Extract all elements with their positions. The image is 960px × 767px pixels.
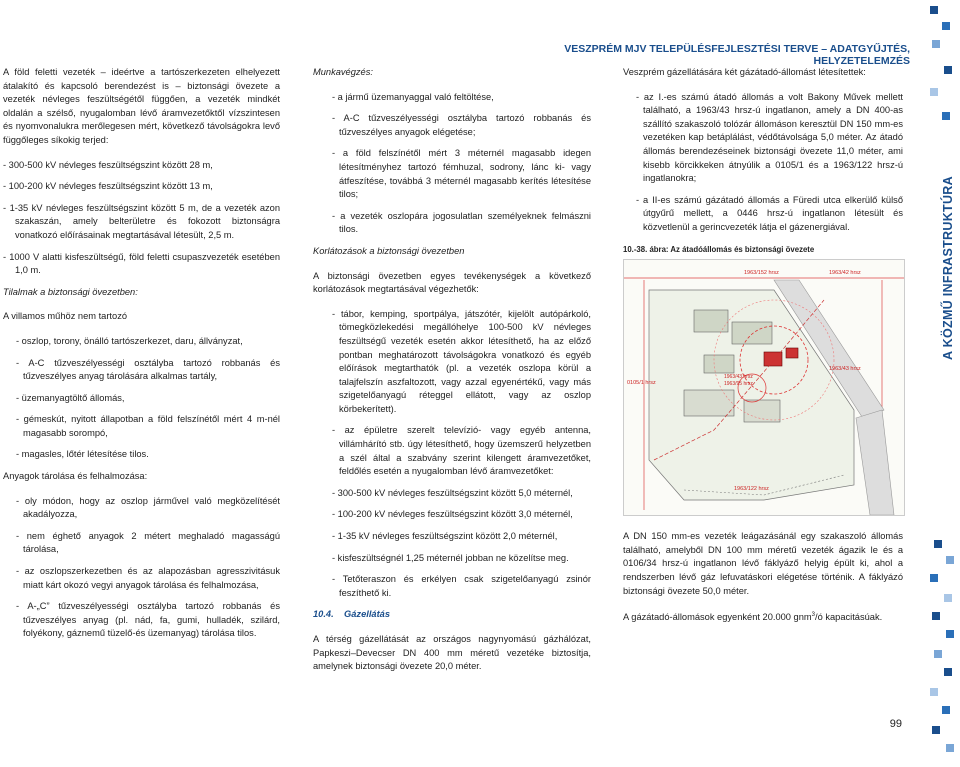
site-plan-map bbox=[623, 259, 905, 516]
antenna-distance-list bbox=[313, 487, 591, 601]
capacity-paragraph bbox=[623, 609, 903, 625]
list-item: - magasles, lőtér létesítése tilos. bbox=[16, 449, 149, 460]
restrictions-list bbox=[313, 308, 591, 479]
map-label: 1963/43 hrsz bbox=[724, 374, 753, 381]
overhead-line-intro: A föld feletti vezeték – ideértve a tartószerkezeten elhelyezett átalakító és kapcsoló berendezést is – biztonsági övezete a vezeték névleges feszültségétől függően, a vezeték mindkét oldalán a szélső, nyugalomban lévő áramvezetőktől vízszintesen és nyomvonalukra merőlegesen mért, következő távolságokra levő függőleges síkokig terjed: bbox=[3, 67, 280, 145]
list-item: - gémeskút, nyitott állapotban a föld felszínétől mért 4 m-nél magasabb sorompó, bbox=[16, 414, 280, 438]
list-item: - oly módon, hogy az oszlop járművel való megközelítését akadályozza, bbox=[16, 495, 280, 520]
list-item: - A-C tűzveszélyességi osztályba tartozó robbanás és tűzveszélyes anyagok elégetése; bbox=[332, 113, 591, 137]
list-item: - A-C tűzveszélyességi osztályba tartozó robbanás és tűzveszélyes anyag tárolására alkalmas tartály, bbox=[16, 357, 280, 382]
section-heading bbox=[313, 608, 591, 622]
work-heading: Munkavégzés: bbox=[313, 67, 373, 77]
restrictions-intro: A biztonsági övezetben egyes tevékenységek a következő korlátozások megtartásával végezhetők: bbox=[313, 270, 591, 295]
list-item: - az I.-es számú átadó állomás a volt Bakony Művek mellett található, a 1963/43 hrsz-ú ingatlanon, amely a DN 400-as szállító szakaszoló tolózár állomáson keresztül DN 150 mm-es vezetéken kap betáplálást, védőtávolsága 5,0 méter. Az átadó állomás berendezéseinek biztonsági övezete 11,0 méter, ami kisebb körcikkeken átnyúlik a 0105/1 és a 1963/122 hrsz-ú ingatlanokra; bbox=[636, 91, 903, 184]
list-item: - 100-200 kV névleges feszültségszint között 3,0 méternél, bbox=[332, 509, 573, 520]
running-header: VESZPRÉM MJV TELEPÜLÉSFEJLESZTÉSI TERVE – ADATGYŰJTÉS, HELYZETELEMZÉS bbox=[564, 43, 910, 67]
figure-caption: 10.-38. ábra: Az átadóállomás és biztonsági övezete bbox=[623, 244, 815, 254]
stations-intro: Veszprém gázellátására két gázátadó-állomást létesítettek: bbox=[623, 67, 866, 77]
list-item: - 1-35 kV névleges feszültségszint között 5 m, de a vezeték azon szakaszán, amely belterületre és fokozott biztonságra vonatkozó előírásainak megtartásával létesült, 2,5 m. bbox=[3, 202, 280, 240]
capacity-text: A gázátadó-állomások egyenként 20.000 gnm bbox=[623, 612, 812, 623]
map-label: 1963/95 hrsz bbox=[724, 381, 753, 388]
section-title: Gázellátás bbox=[344, 609, 391, 620]
dn150-paragraph: A DN 150 mm-es vezeték leágazásánál egy szakaszoló állomás található, amelyből DN 100 mm méretű vezeték ágazik le és a 0106/34 hrsz-ú ingatlanon lévő fáklyáző helyig épült ki, ahol a rendszerben lévő gáz lefuvatáskori elégetése történik. A fáklyázó biztonsági övezete 50,0 méter. bbox=[623, 531, 903, 596]
list-item: - üzemanyagtöltő állomás, bbox=[16, 392, 125, 403]
list-item: - 1000 V alatti kisfeszültségű, föld feletti csupaszvezeték esetében 1,0 m. bbox=[3, 251, 280, 276]
list-item: - 100-200 kV névleges feszültségszint között 13 m, bbox=[3, 181, 213, 192]
site-plan-drawing bbox=[624, 260, 904, 515]
map-label: 0105/1 hrsz bbox=[627, 380, 656, 387]
list-item: - a vezeték oszlopára jogosulatlan személyeknek felmászni tilos. bbox=[332, 210, 591, 235]
prohibitions-list bbox=[3, 335, 280, 462]
map-label: 1963/122 hrsz bbox=[734, 486, 769, 493]
list-item: - az oszlopszerkezetben és az alapozásban agresszivitásuk miatt kárt okozó vegyi anyagok tárolása és felhalmozása, bbox=[16, 566, 280, 590]
list-item: - a II-es számú gázátadó állomás a Füredi utca elkerülő külső útgyűrű mellett, a 0446 hrsz-ú ingatlanon létesült és közvetlenül a gerincvezeték látja el gázenergiával. bbox=[636, 194, 903, 232]
prohibitions-heading: Tilalmak a biztonsági övezetben: bbox=[3, 286, 138, 297]
list-item: - 300-500 kV névleges feszültségszint között 5,0 méternél, bbox=[332, 487, 573, 498]
decorative-square-pattern bbox=[928, 0, 958, 767]
list-item: - kisfeszültségnél 1,25 méternél jobban ne közelítse meg. bbox=[332, 552, 569, 563]
capacity-text-end: /ó kapacitásúak. bbox=[815, 612, 883, 623]
column-right bbox=[623, 66, 903, 636]
list-item: - tábor, kemping, sportpálya, játszótér, kijelölt autópárkoló, tömegközlekedési megállóhelye 100-500 kV névleges feszültségű vezeték esetén akkor létesíthető, ha az előző pontban meghatározott távolságokra vonatkozó és egyéb előírások megtarthatók (pl. a vezeték oszlopa körül a talajfelszín aszfaltozott, vagy azzal egyenértékű, vagy más szigetelőanyagú réteggel ellátott, vagy az oszlop körbekerített). bbox=[332, 308, 591, 414]
prohibitions-intro: A villamos műhöz nem tartozó bbox=[3, 311, 128, 322]
page-number: 99 bbox=[889, 718, 902, 730]
distance-list bbox=[3, 159, 280, 278]
list-item: - oszlop, torony, önálló tartószerkezet, daru, állványzat, bbox=[16, 335, 243, 346]
column-left bbox=[3, 66, 280, 649]
list-item: - 300-500 kV névleges feszültségszint között 28 m, bbox=[3, 159, 213, 170]
map-label: 1963/43 hrsz bbox=[829, 366, 861, 373]
map-label: 1963/42 hrsz bbox=[829, 270, 861, 277]
map-label: 1963/152 hrsz bbox=[744, 270, 779, 277]
list-item: - 1-35 kV névleges feszültségszint között 2,0 méternél, bbox=[332, 531, 558, 542]
list-item: - az épületre szerelt televízió- vagy egyéb antenna, villámhárító stb. úgy létesíthető, hogy üzemszerű helyzetben a szél által a szabvány szerint kilengett áramvezetőket, feldőlés esetén a nyugalomban lévő áramvezetőket: bbox=[332, 425, 591, 477]
materials-heading: Anyagok tárolása és felhalmozása: bbox=[3, 471, 148, 482]
work-list bbox=[313, 91, 591, 237]
list-item: - a föld felszínétől mért 3 méternél magasabb idegen létesítményhez tartozó fémhuzal, sodrony, lánc ki- vagy átfeszítése, továbbá 3 méternél magasabb kerítés létesítése tilos; bbox=[332, 148, 591, 200]
column-middle bbox=[313, 66, 591, 685]
list-item: - Tetőteraszon és erkélyen csak szigetelőanyagú zsinór feszíthető ki. bbox=[332, 574, 591, 598]
restrictions-heading: Korlátozások a biztonsági övezetben bbox=[313, 245, 465, 256]
list-item: - a jármű üzemanyaggal való feltöltése, bbox=[332, 91, 494, 102]
materials-list bbox=[3, 495, 280, 641]
chapter-side-title-text: A KÖZMŰ INFRASTRUKTÚRA bbox=[941, 176, 955, 360]
list-item: - nem éghető anyagok 2 métert meghaladó magasságú tárolása, bbox=[16, 530, 280, 555]
stations-list bbox=[623, 91, 903, 235]
section-number: 10.4. bbox=[313, 609, 334, 620]
capacity-superscript: 3 bbox=[811, 612, 815, 619]
list-item: - A-„C” tűzveszélyességi osztályba tartozó robbanás és tűzveszélyes anyag (pl. nád, fa, gumi, hulladék, szilárd, folyékony, gáznemű tüzelő-és üzemanyag) tárolása tilos. bbox=[16, 601, 280, 639]
gas-supply-paragraph: A térség gázellátását az országos nagynyomású gázhálózat, Papkeszi–Devecser DN 400 mm méretű vezetéke biztosítja, amelynek biztonsági övezete 20,0 méter. bbox=[313, 634, 591, 672]
